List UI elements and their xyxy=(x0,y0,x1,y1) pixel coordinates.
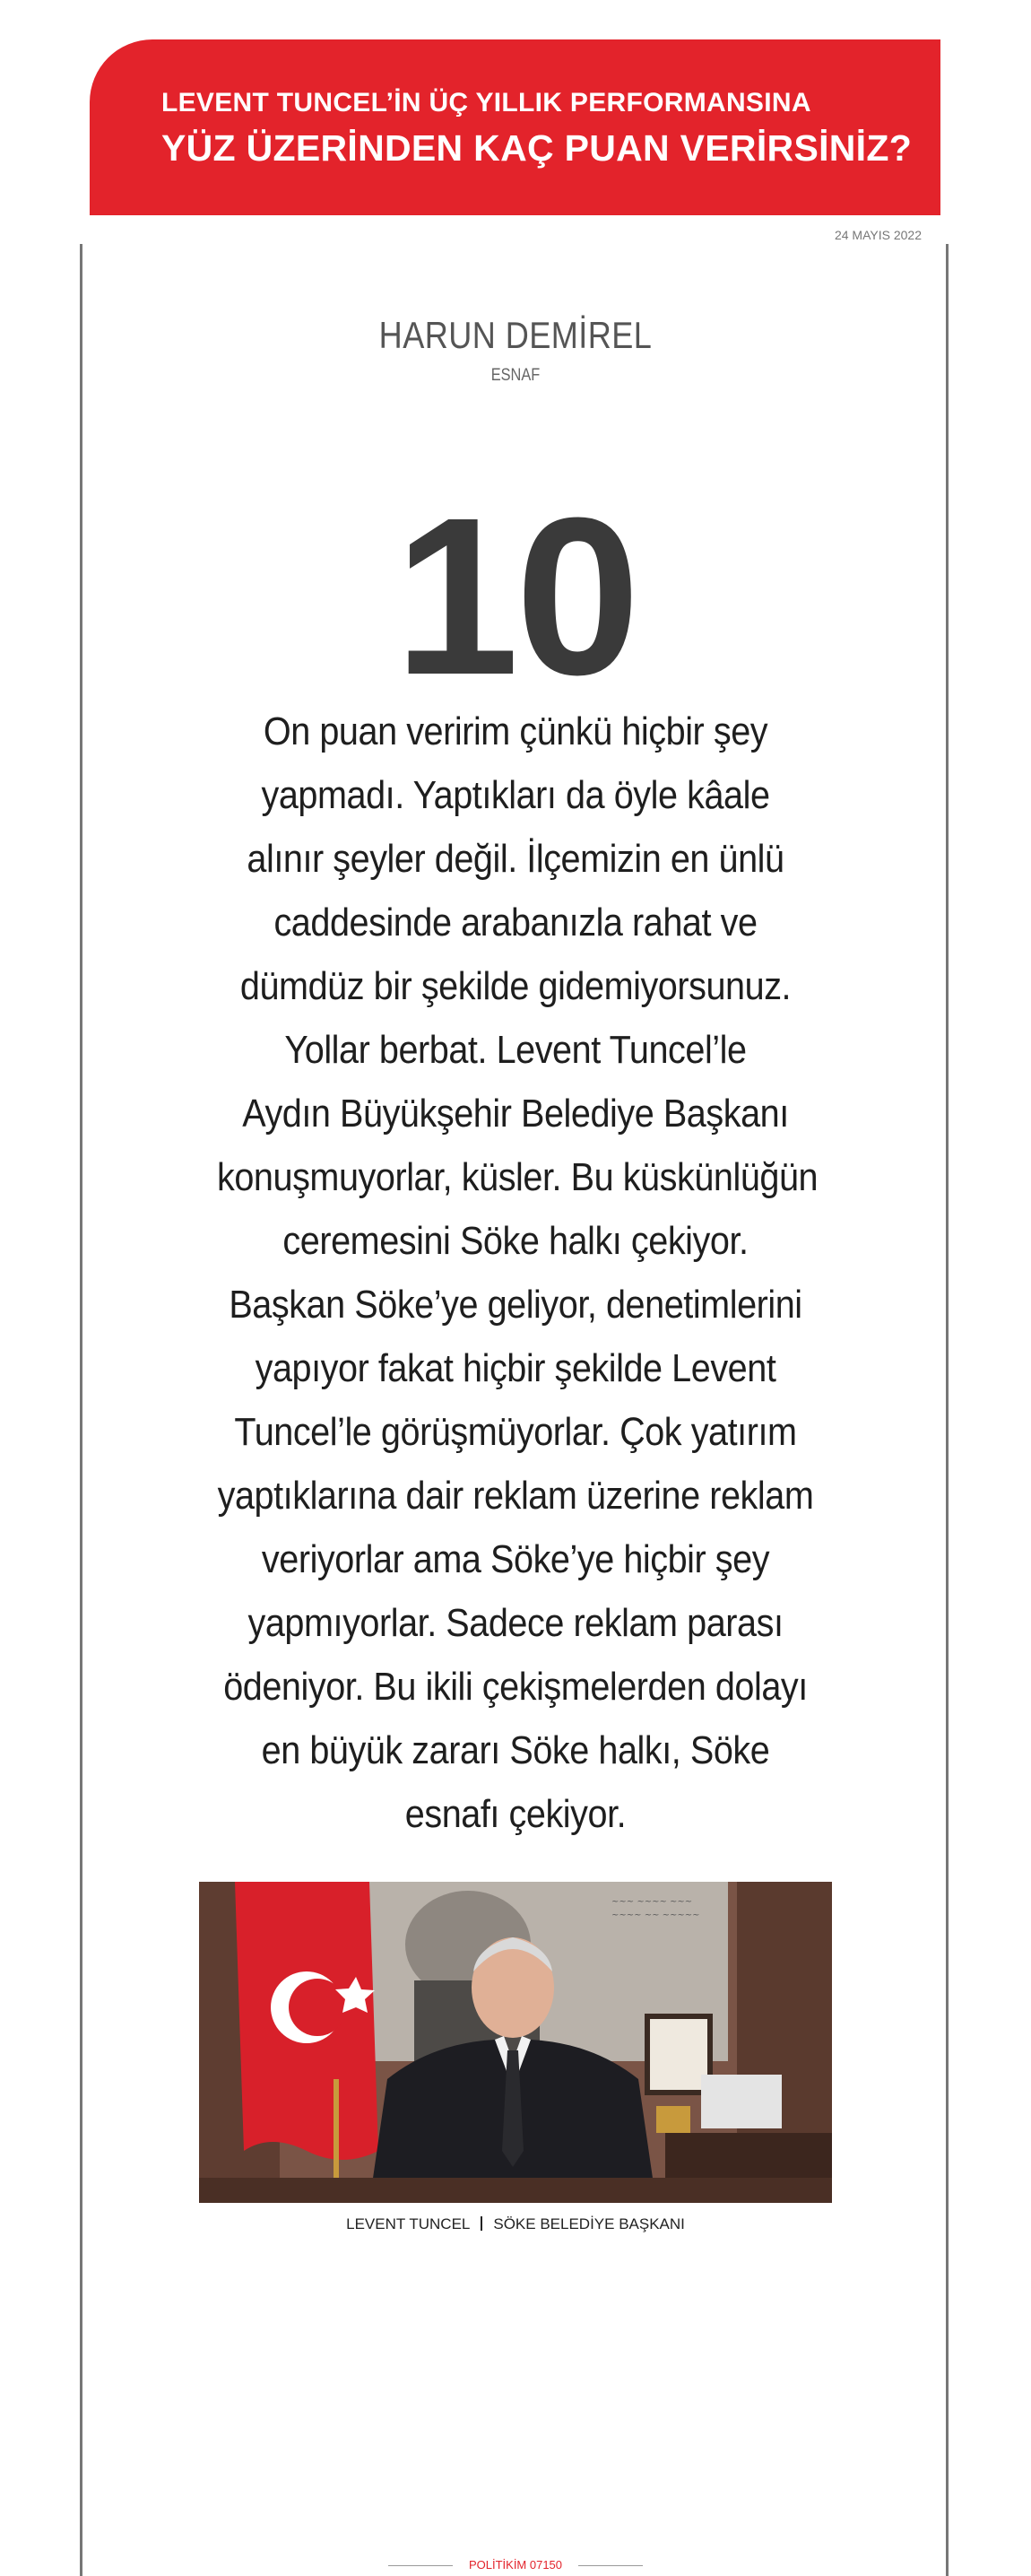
score-value: 10 xyxy=(394,471,637,721)
quote-line: Yollar berbat. Levent Tuncel’le xyxy=(284,1028,747,1072)
quote-line: ceremesini Söke halkı çekiyor. xyxy=(282,1219,749,1263)
svg-text:~~~~ ~~ ~~~~~: ~~~~ ~~ ~~~~~ xyxy=(611,1910,700,1920)
photo-caption xyxy=(0,2215,1031,2233)
footer-rule-left xyxy=(388,2565,453,2566)
caption-title: SÖKE BELEDİYE BAŞKANI xyxy=(493,2215,685,2232)
quote-line: Tuncel’le görüşmüyorlar. Çok yatırım xyxy=(234,1410,797,1454)
svg-text:~~~ ~~~~ ~~~: ~~~ ~~~~ ~~~ xyxy=(611,1897,693,1907)
quote-line: yapmıyorlar. Sadece reklam parası xyxy=(247,1601,784,1645)
quote-line: caddesinde arabanızla rahat ve xyxy=(273,901,758,944)
headline-banner xyxy=(90,39,940,215)
quote-line: yaptıklarına dair reklam üzerine reklam xyxy=(217,1474,814,1518)
page-footer xyxy=(0,2558,1031,2572)
quote-line: yapıyor fakat hiçbir şekilde Levent xyxy=(255,1346,776,1390)
quote-line: Aydın Büyükşehir Belediye Başkanı xyxy=(242,1092,789,1136)
person-role: ESNAF xyxy=(490,366,541,385)
headline-line-2: YÜZ ÜZERİNDEN KAÇ PUAN VERİRSİNİZ? xyxy=(161,127,913,169)
quote-text xyxy=(184,700,847,1846)
mayor-photo-illustration xyxy=(199,1882,832,2203)
quote-line: dümdüz bir şekilde gidemiyorsunuz. xyxy=(239,964,792,1008)
quote-line: On puan veririm çünkü hiçbir şey xyxy=(263,709,768,753)
mayor-photo xyxy=(199,1882,832,2203)
footer-rule-right xyxy=(578,2565,643,2566)
publish-date: 24 MAYIS 2022 xyxy=(834,228,922,242)
quote-line: yapmadı. Yaptıkları da öyle kâale xyxy=(261,773,770,817)
quote-line: ödeniyor. Bu ikili çekişmelerden dolayı xyxy=(223,1665,808,1709)
quote-line: konuşmuyorlar, küsler. Bu küskünlüğün xyxy=(217,1155,819,1199)
quote-line: esnafı çekiyor. xyxy=(404,1792,627,1836)
quote-line: Başkan Söke’ye geliyor, denetimlerini xyxy=(229,1283,802,1327)
caption-separator xyxy=(481,2216,482,2231)
caption-name: LEVENT TUNCEL xyxy=(346,2215,471,2232)
quote-line: veriyorlar ama Söke’ye hiçbir şey xyxy=(261,1537,770,1581)
quote-line: en büyük zararı Söke halkı, Söke xyxy=(261,1728,770,1772)
footer-text: POLİTİKİM 07150 xyxy=(468,2558,563,2572)
person-name: HARUN DEMİREL xyxy=(378,314,653,356)
quote-line: alınır şeyler değil. İlçemizin en ünlü xyxy=(247,837,784,881)
headline-line-1: LEVENT TUNCEL’İN ÜÇ YILLIK PERFORMANSINA xyxy=(161,88,811,117)
